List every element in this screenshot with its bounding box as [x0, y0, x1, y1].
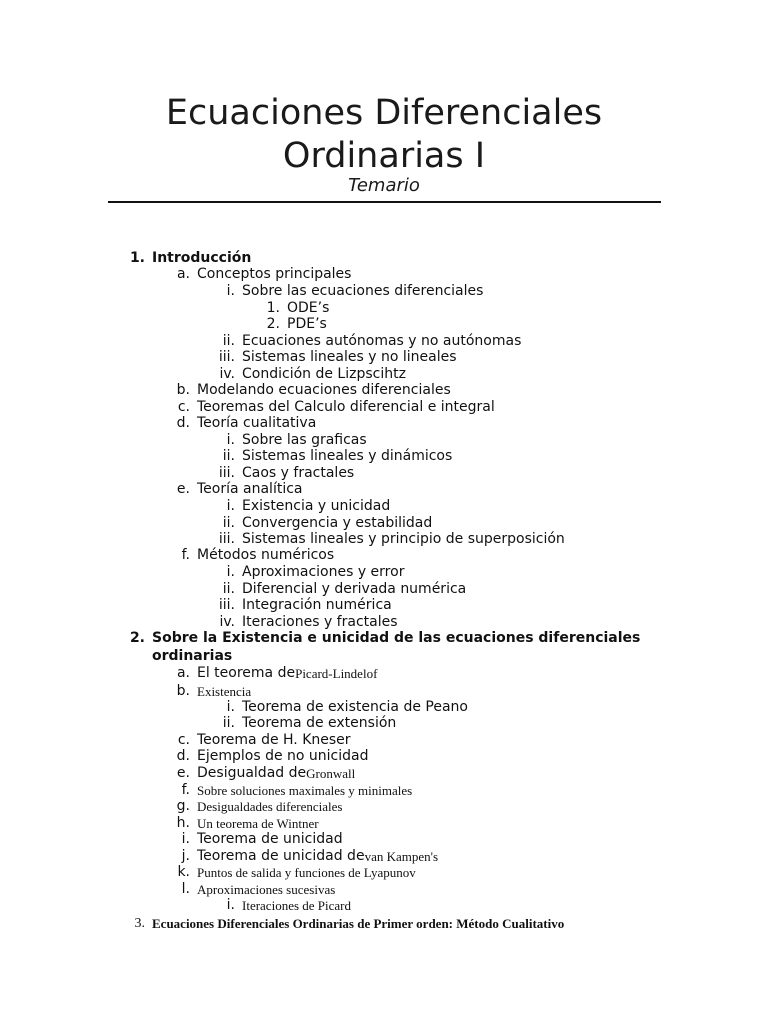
list-item-label: Introducción	[152, 250, 252, 266]
list-item-label: Aproximaciones y error	[242, 564, 405, 580]
list-item-label: Sobre la Existencia e unicidad de las ecuaciones diferenciales	[152, 630, 641, 646]
list-item-label: Desigualdad de	[197, 765, 307, 781]
list-marker: i.	[226, 432, 235, 448]
list-marker: f.	[181, 782, 190, 798]
list-item-label: Métodos numéricos	[197, 547, 335, 563]
list-item-label: Integración numérica	[242, 597, 392, 613]
list-marker: i.	[226, 897, 235, 913]
list-item-label: Ecuaciones autónomas y no autónomas	[242, 333, 522, 349]
list-marker: 2.	[129, 630, 145, 646]
document-subtitle: Temario	[348, 175, 420, 196]
list-marker: 1.	[129, 250, 145, 266]
list-item-label: Teorema de unicidad de	[197, 848, 365, 864]
list-item-label: Teorema de existencia de Peano	[242, 699, 468, 715]
list-marker: i.	[181, 831, 190, 847]
list-item-label: Teorema de unicidad	[197, 831, 343, 847]
list-marker: iii.	[218, 465, 235, 481]
list-item-label: PDE’s	[287, 316, 327, 332]
list-marker: i.	[226, 699, 235, 715]
list-item-label: ODE’s	[287, 300, 330, 316]
list-item-label: Convergencia y estabilidad	[242, 515, 433, 531]
list-item-label: Sistemas lineales y principio de superposición	[242, 531, 565, 547]
list-item-label: Condición de Lizpscihtz	[242, 366, 406, 382]
list-marker: d.	[176, 748, 190, 764]
list-marker: k.	[177, 864, 190, 880]
list-marker: ii.	[222, 448, 235, 464]
list-item-label: Ecuaciones Diferenciales Ordinarias de Primer orden: Método Cualitativo	[152, 916, 565, 931]
list-item-label: Existencia y unicidad	[242, 498, 391, 514]
list-marker: i.	[226, 283, 235, 299]
document-title-line-2: Ordinarias I	[282, 136, 486, 176]
list-item-label: Sistemas lineales y dinámicos	[242, 448, 453, 464]
list-marker: i.	[226, 498, 235, 514]
list-marker: iii.	[218, 597, 235, 613]
list-item-label: Desigualdades diferenciales	[197, 799, 343, 814]
list-marker: e.	[176, 765, 190, 781]
list-item-label: Modelando ecuaciones diferenciales	[197, 382, 451, 398]
list-marker: 1.	[266, 300, 280, 316]
list-item-label: Teoremas del Calculo diferencial e integral	[197, 399, 495, 415]
document-title-line-1: Ecuaciones Diferenciales	[165, 93, 603, 133]
list-item-label: Sobre las graficas	[242, 432, 367, 448]
list-item-label: Teoría cualitativa	[197, 415, 317, 431]
list-item-label: Iteraciones de Picard	[242, 898, 352, 913]
list-item-label: Aproximaciones sucesivas	[197, 882, 336, 897]
list-marker: l.	[181, 881, 190, 897]
list-marker: e.	[176, 481, 190, 497]
list-marker: j.	[181, 848, 190, 864]
list-marker: d.	[176, 415, 190, 431]
list-item-label-suffix: van Kampen's	[364, 849, 439, 864]
list-item-label: Caos y fractales	[242, 465, 355, 481]
list-item-label: Teorema de H. Kneser	[197, 732, 351, 748]
list-marker: c.	[177, 732, 190, 748]
list-marker: i.	[226, 564, 235, 580]
list-marker: h.	[176, 815, 190, 831]
list-marker: ii.	[222, 333, 235, 349]
list-item-label: Un teorema de Wintner	[197, 816, 319, 831]
list-marker: b.	[176, 683, 190, 699]
list-item-label: Ejemplos de no unicidad	[197, 748, 369, 764]
list-item-label: Diferencial y derivada numérica	[242, 581, 467, 597]
list-marker: c.	[177, 399, 190, 415]
list-item-label: Existencia	[197, 684, 252, 699]
list-marker: iv.	[219, 614, 235, 630]
list-item-label: Sobre las ecuaciones diferenciales	[242, 283, 484, 299]
list-marker: iii.	[218, 349, 235, 365]
list-item-label: Sobre soluciones maximales y minimales	[197, 783, 413, 798]
list-item-label: El teorema de	[197, 665, 296, 681]
list-item-label-suffix: Picard-Lindelof	[295, 666, 378, 681]
list-marker: ii.	[222, 715, 235, 731]
list-item-label: Iteraciones y fractales	[242, 614, 398, 630]
list-marker: iv.	[219, 366, 235, 382]
list-item-label: Teoría analítica	[197, 481, 303, 497]
list-item-label: Conceptos principales	[197, 266, 352, 282]
list-marker: ii.	[222, 515, 235, 531]
list-item-label: Teorema de extensión	[242, 715, 397, 731]
list-marker: 2.	[266, 316, 280, 332]
list-marker: b.	[176, 382, 190, 398]
list-item-label: Sistemas lineales y no lineales	[242, 349, 457, 365]
list-item-label-suffix: Gronwall	[306, 766, 356, 781]
list-item-label: Puntos de salida y funciones de Lyapunov	[197, 865, 416, 880]
title-divider	[108, 201, 661, 203]
list-marker: f.	[181, 547, 190, 563]
list-marker: 3.	[134, 916, 145, 931]
list-marker: a.	[176, 665, 190, 681]
list-marker: g.	[176, 798, 190, 814]
list-marker: ii.	[222, 581, 235, 597]
list-marker: a.	[176, 266, 190, 282]
list-item-label: ordinarias	[152, 648, 233, 664]
list-marker: iii.	[218, 531, 235, 547]
